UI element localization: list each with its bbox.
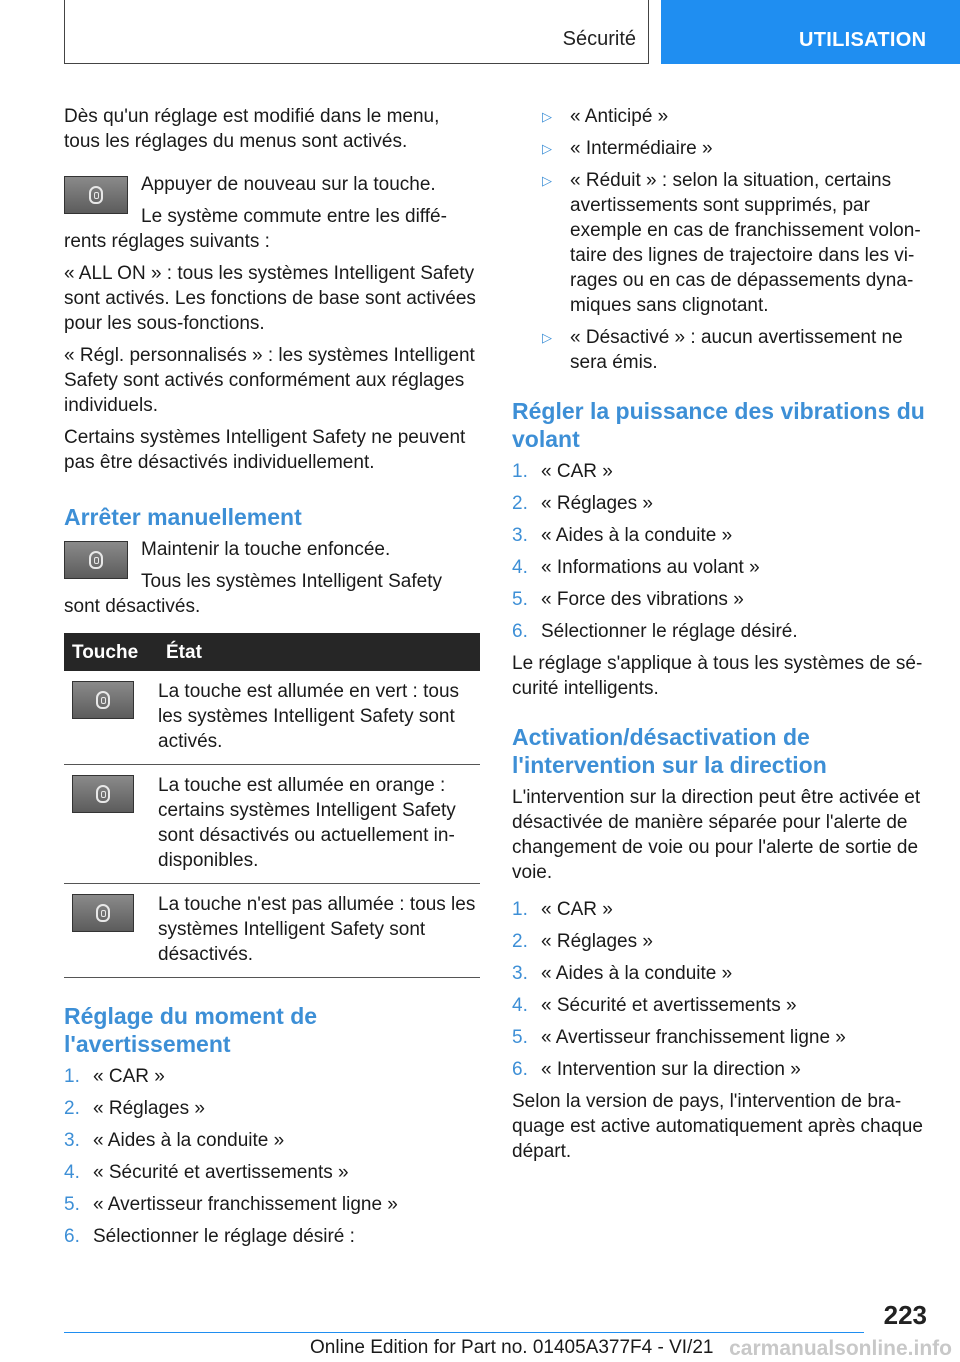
list-item: 2. « Réglages » (512, 493, 653, 514)
table-header-state: État (158, 633, 480, 671)
list-item: 2. « Réglages » (512, 931, 653, 952)
timing-options-list (512, 104, 928, 375)
table-cell-state: La touche est allumée en orange : certains systèmes Intelligent Safety sont désactivés ou actuellement indisponibles. (158, 765, 480, 884)
footer-divider (64, 1332, 864, 1333)
warning-timing-steps (64, 1064, 480, 1249)
safety-button-icon (64, 541, 128, 579)
list-item: 5. « Avertisseur franchissement ligne » (512, 1027, 846, 1048)
list-item: 5. « Avertisseur franchissement ligne » (64, 1194, 398, 1215)
list-item: 6. « Intervention sur la direction » (512, 1059, 801, 1080)
steering-steps (512, 897, 928, 1082)
heading-manual-stop: Arrêter manuellement (64, 504, 302, 530)
header-chapter-label: UTILISATION (799, 29, 927, 51)
triangle-bullet-icon: ▷ (542, 141, 552, 156)
header-chapter-tab (661, 0, 960, 64)
safety-button-green-icon (72, 681, 134, 719)
header-section-title: Sécurité (562, 28, 636, 50)
paragraph-steering-intervention: L'intervention sur la direction peut être activée et désactivée de manière séparée pour l'alerte de changement de voie ou pour l'alerte de sortie de voie. (512, 787, 921, 883)
list-item: 2. « Réglages » (64, 1098, 205, 1119)
header-section-box (64, 0, 649, 64)
list-item: ▷ « Désactivé » : aucun avertissement ne sera émis. (512, 325, 928, 375)
list-item: 5. « Force des vibrations » (512, 589, 744, 610)
list-item: 3. « Aides à la conduite » (64, 1130, 285, 1151)
paragraph-hold-button: Maintenir la touche enfoncée. (141, 539, 391, 560)
list-item: 4. « Informations au volant » (512, 557, 760, 578)
vibration-steps (512, 459, 928, 644)
triangle-bullet-icon: ▷ (542, 173, 552, 188)
watermark: carmanualsonline.info (729, 1337, 952, 1360)
paragraph-cannot-deactivate: Certains systèmes Intelligent Safety ne peuvent pas être désactivés individuellement. (64, 427, 466, 473)
table-cell-state: La touche n'est pas allumée : tous les systèmes Intelligent Safety sont désactivés. (158, 884, 480, 978)
footer-edition: Online Edition for Part no. 01405A377F4 - VI/21 (310, 1337, 714, 1358)
heading-steering-intervention: Activation/désactivation de l'intervention sur la direction (512, 724, 827, 778)
list-item: 4. « Sécurité et avertissements » (512, 995, 797, 1016)
left-column (64, 104, 480, 1256)
press-again-block (64, 172, 480, 254)
table-row (64, 671, 480, 765)
list-item: 1. « CAR » (512, 899, 613, 920)
list-item: ▷ « Réduit » : selon la situation, certains avertissements sont supprimés, par exemple en cas de franchissement volontaire des lignes de trajectoire dans les virages ou en cas de dépassements dynamiques sans clignotant. (512, 168, 928, 318)
paragraph-country-version: Selon la version de pays, l'intervention de braquage est active automatiquement après chaque départ. (512, 1091, 923, 1162)
manual-stop-block (64, 537, 480, 619)
triangle-bullet-icon: ▷ (542, 330, 552, 345)
paragraph-system-switches: Le système commute entre les différents réglages suivants : (64, 206, 447, 252)
paragraph-custom-settings: « Régl. personnalisés » : les systèmes Intelligent Safety sont activés conformément aux réglages individuels. (64, 345, 475, 416)
safety-button-off-icon (72, 894, 134, 932)
list-item: 3. « Aides à la conduite » (512, 963, 733, 984)
table-header-button: Touche (64, 633, 158, 671)
list-item: 6. Sélectionner le réglage désiré. (512, 621, 798, 642)
list-item: 1. « CAR » (512, 461, 613, 482)
paragraph-vibration-applies: Le réglage s'applique à tous les systèmes de sécurité intelligents. (512, 653, 923, 699)
list-item: ▷ « Anticipé » (512, 104, 928, 129)
table-cell-state: La touche est allumée en vert : tous les systèmes Intelligent Safety sont activés. (158, 671, 480, 765)
list-item: ▷ « Intermédiaire » (512, 136, 928, 161)
list-item: 4. « Sécurité et avertissements » (64, 1162, 349, 1183)
heading-warning-timing: Réglage du moment de l'avertissement (64, 1003, 318, 1057)
list-item: 6. Sélectionner le réglage désiré : (64, 1226, 355, 1247)
paragraph-menu-change: Dès qu'un réglage est modifié dans le menu, tous les réglages du menus sont activés. (64, 106, 440, 152)
table-row (64, 765, 480, 884)
page-number: 223 (883, 1300, 927, 1330)
safety-button-orange-icon (72, 775, 134, 813)
heading-vibration-strength: Régler la puissance des vibrations du volant (512, 398, 925, 452)
paragraph-all-deactivated: Tous les systèmes Intelligent Safety sont désactivés. (64, 571, 442, 617)
triangle-bullet-icon: ▷ (542, 109, 552, 124)
button-state-table (64, 633, 480, 978)
table-row (64, 884, 480, 978)
list-item: 1. « CAR » (64, 1066, 165, 1087)
safety-button-icon (64, 176, 128, 214)
paragraph-press-again: Appuyer de nouveau sur la touche. (141, 174, 436, 195)
list-item: 3. « Aides à la conduite » (512, 525, 733, 546)
paragraph-all-on: « ALL ON » : tous les systèmes Intelligent Safety sont activés. Les fonctions de base sont activées pour les sous-fonctions. (64, 263, 476, 334)
right-column (512, 104, 928, 1171)
